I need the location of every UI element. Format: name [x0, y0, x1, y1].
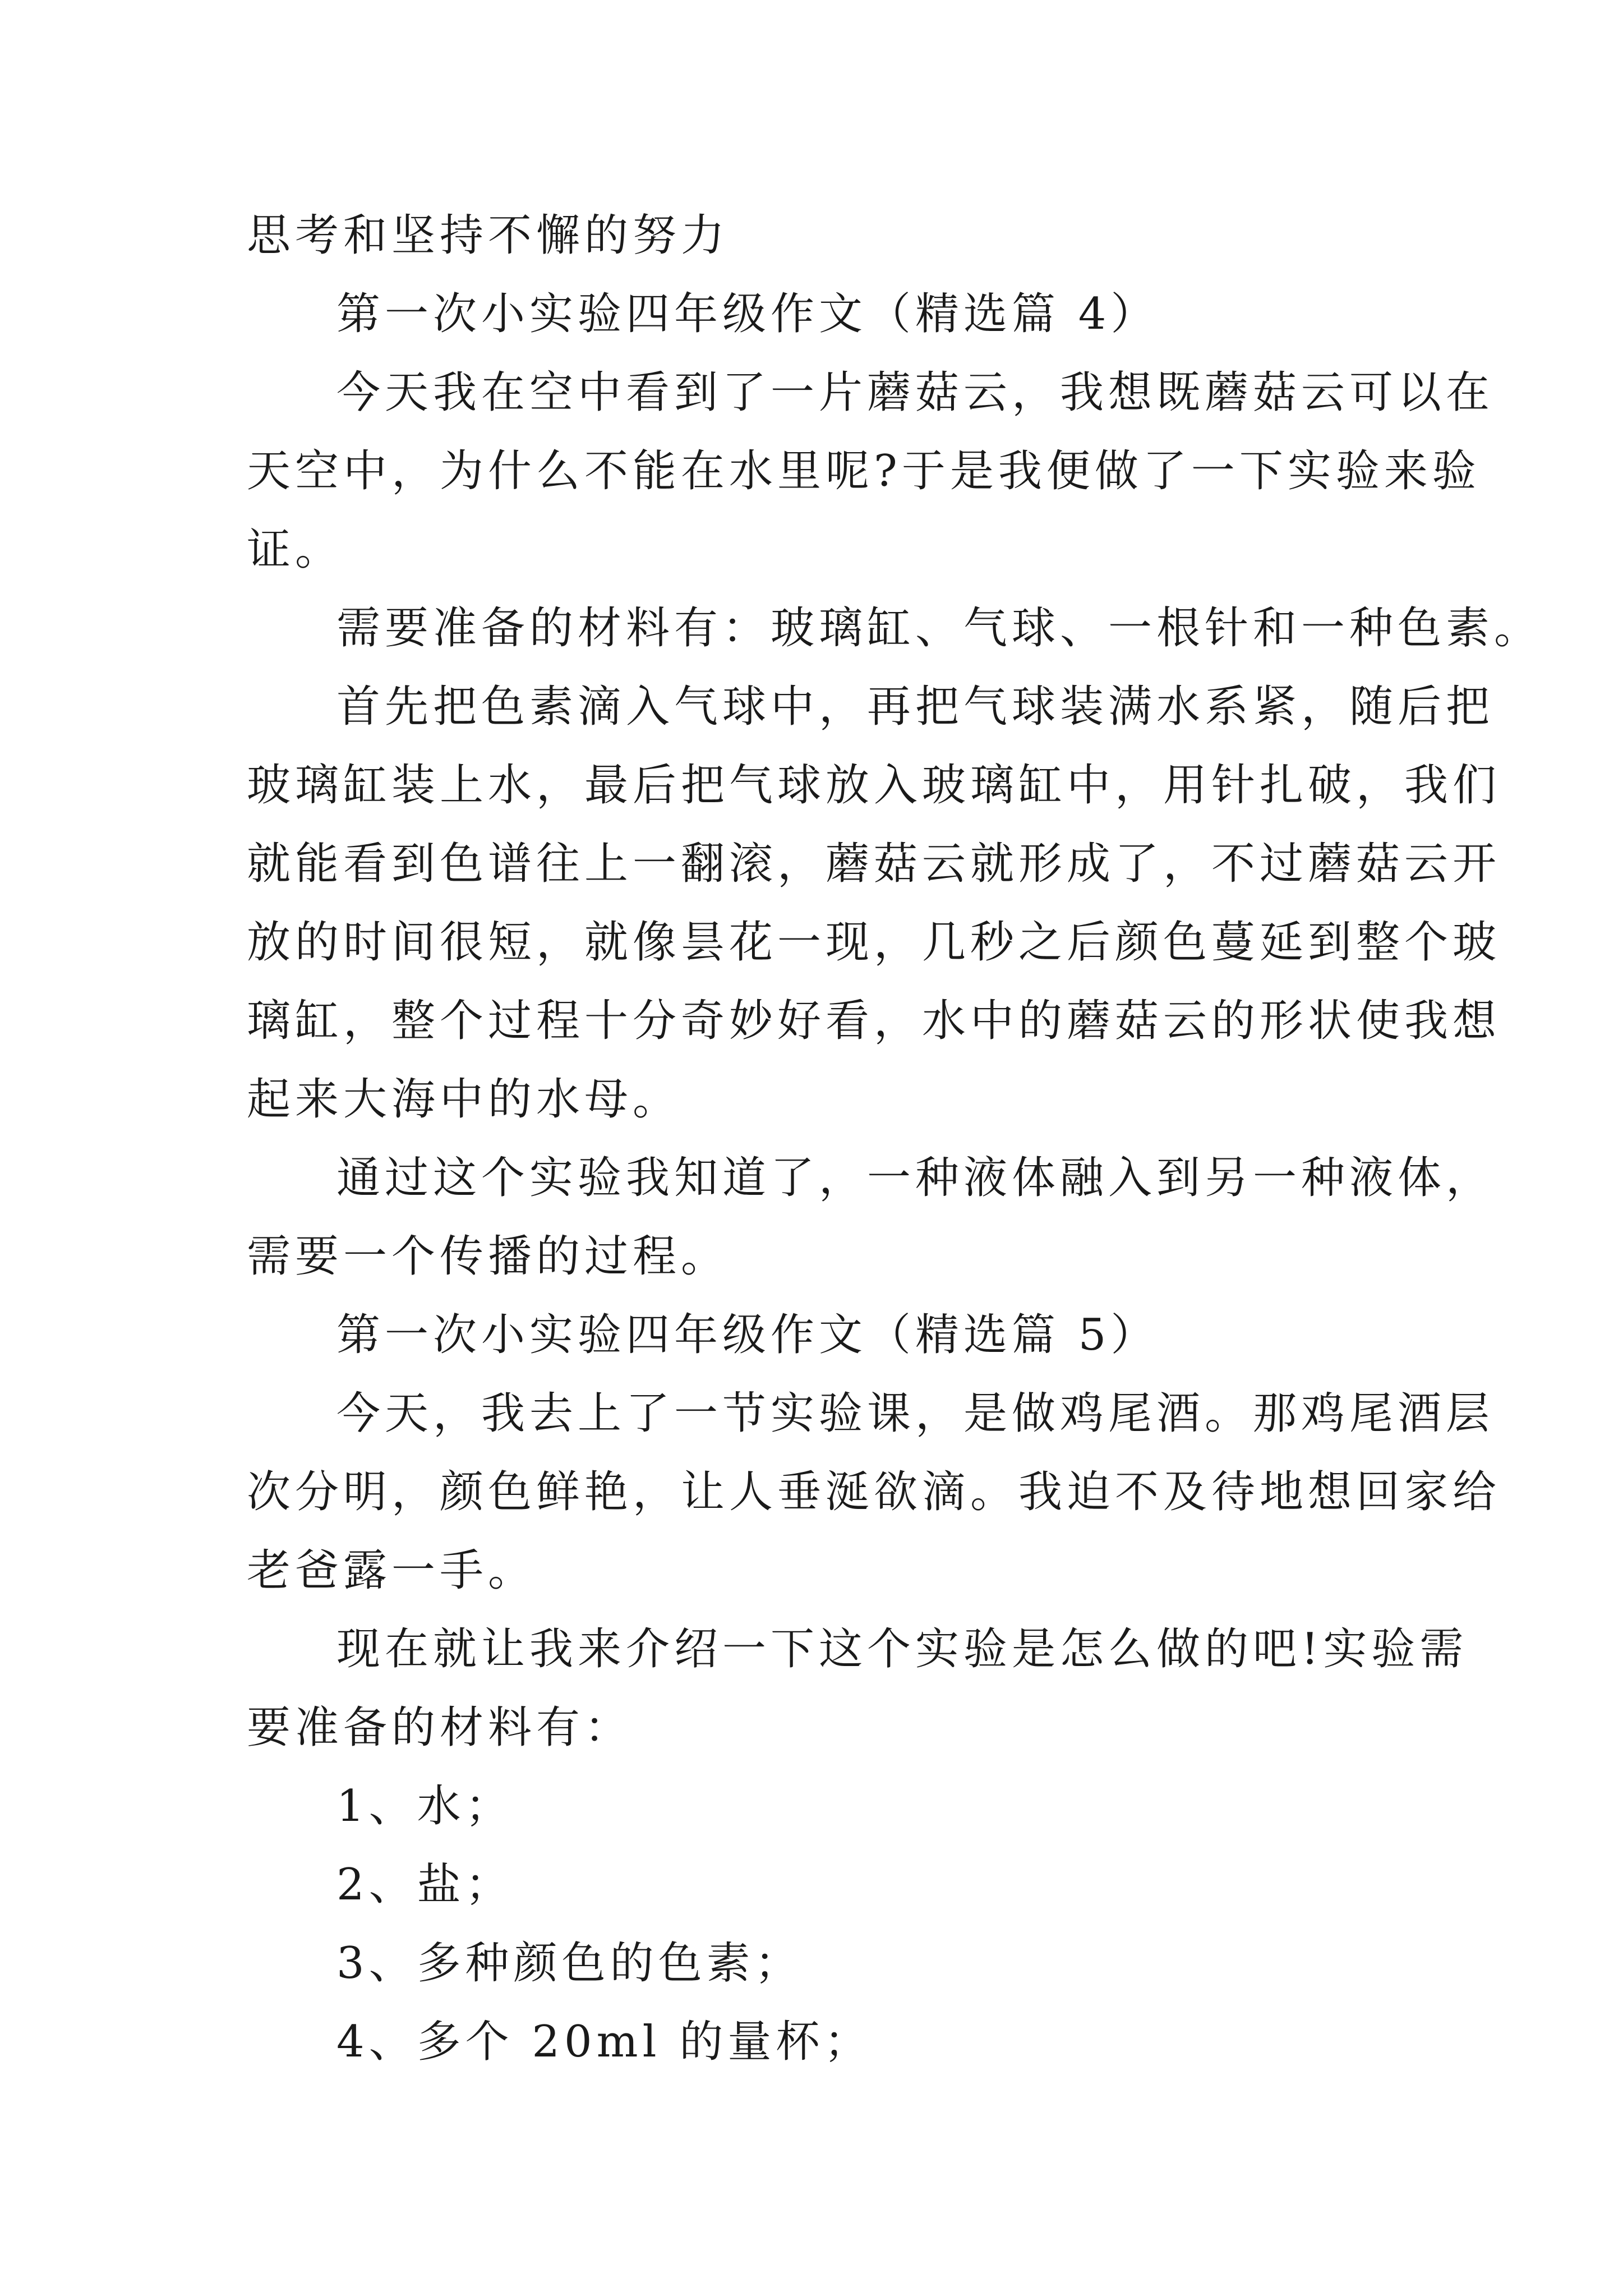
paragraph-line: 老爸露一手。 — [247, 1545, 537, 1596]
paragraph-line: 首先把色素滴入气球中，再把气球装满水系紧，随后把 — [336, 682, 1495, 732]
paragraph-line: 思考和坚持不懈的努力 — [247, 210, 730, 261]
list-item: 3、多种颜色的色素； — [336, 1938, 803, 1989]
list-item: 1、水； — [336, 1781, 514, 1832]
paragraph-line: 今天我在空中看到了一片蘑菇云，我想既蘑菇云可以在 — [336, 367, 1495, 418]
section-heading: 第一次小实验四年级作文（精选篇 4） — [336, 289, 1159, 339]
paragraph-line: 需要一个传播的过程。 — [247, 1231, 730, 1282]
paragraph-line: 今天，我去上了一节实验课，是做鸡尾酒。那鸡尾酒层 — [336, 1388, 1495, 1439]
paragraph-line: 天空中，为什么不能在水里呢?于是我便做了一下实验来验 — [247, 446, 1481, 496]
paragraph-line: 证。 — [247, 524, 344, 575]
paragraph-line: 要准备的材料有： — [247, 1703, 633, 1753]
paragraph-line: 通过这个实验我知道了，一种液体融入到另一种液体， — [336, 1153, 1495, 1203]
list-item: 2、盐； — [336, 1860, 514, 1910]
paragraph-line: 放的时间很短，就像昙花一现，几秒之后颜色蔓延到整个玻 — [247, 917, 1501, 968]
paragraph-line: 现在就让我来介绍一下这个实验是怎么做的吧!实验需 — [336, 1624, 1468, 1674]
paragraph-line: 璃缸，整个过程十分奇妙好看，水中的蘑菇云的形状使我想 — [247, 996, 1501, 1046]
list-item: 4、多个 20ml 的量杯； — [336, 2017, 873, 2067]
paragraph-line: 就能看到色谱往上一翻滚，蘑菇云就形成了，不过蘑菇云开 — [247, 839, 1501, 889]
paragraph-line: 起来大海中的水母。 — [247, 1074, 681, 1125]
paragraph-line: 需要准备的材料有：玻璃缸、气球、一根针和一种色素。 — [336, 603, 1543, 654]
paragraph-line: 玻璃缸装上水，最后把气球放入玻璃缸中，用针扎破，我们 — [247, 760, 1501, 811]
paragraph-line: 次分明，颜色鲜艳，让人垂涎欲滴。我迫不及待地想回家给 — [247, 1467, 1501, 1517]
section-heading: 第一次小实验四年级作文（精选篇 5） — [336, 1310, 1159, 1360]
